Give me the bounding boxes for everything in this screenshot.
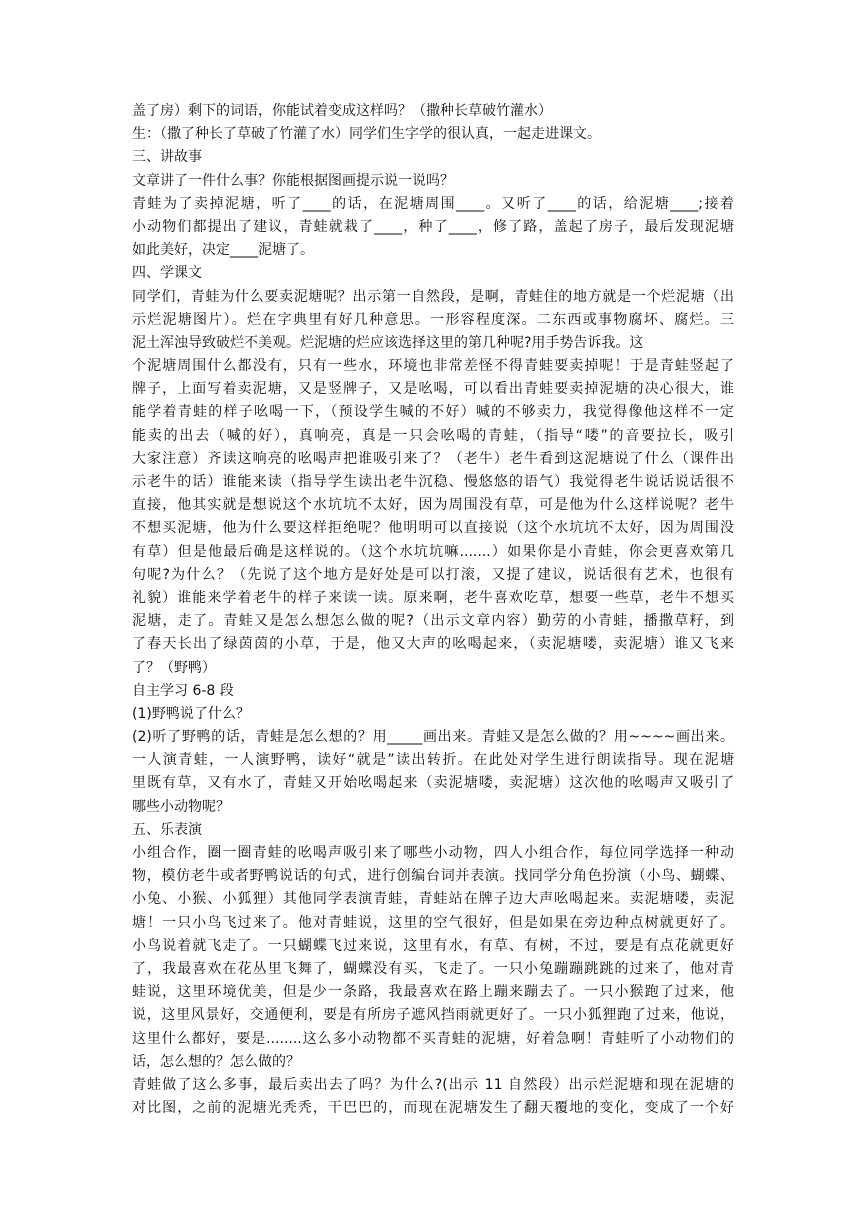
text-line: 四、学课文: [132, 265, 202, 282]
text-line: 五、乐表演: [132, 821, 202, 838]
text-line: 礼貌）谁能来学着老牛的样子来读一读。原来啊，老牛喜欢吃草，想要一些草，老牛不想买: [132, 589, 734, 606]
text-line: 物，模仿老牛或者野鸭说话的句式，进行创编台词并表演。找同学分角色扮演（小鸟、蝴蝶、: [132, 868, 734, 885]
text-line: 直接，他其实就是想说这个水坑坑不太好，因为周围没有草，可是他为什么这样说呢？老牛: [132, 497, 734, 514]
text-line: 泥土浑浊导致破烂不美观。烂泥塘的烂应该选择这里的第几种呢?用手势告诉我。这: [132, 334, 644, 351]
text-line: 说，这里风景好，交通便利，要是有所房子遮风挡雨就更好了。一只小狐狸跑了过来，他说，: [132, 1007, 734, 1024]
text-line: 如此美好，决定____泥塘了。: [132, 242, 314, 259]
text-line: 示老牛的话）谁能来读（指导学生读出老牛沉稳、慢悠悠的语气）我觉得老牛说话说话很不: [132, 474, 734, 490]
text-line: (1)野鸭说了什么？: [132, 705, 250, 722]
text-line: 这里什么都好，要是........这么多小动物都不买青蛙的泥塘，好着急啊！青蛙听了小动物们的: [132, 1030, 734, 1047]
text-line: 里既有草，又有水了，青蛙又开始吆喝起来（卖泥塘喽，卖泥塘）这次他的吆喝声又吸引了: [132, 775, 734, 792]
text-line: 个泥塘周围什么都没有，只有一些水，环境也非常差怪不得青蛙要卖掉呢！于是青蛙竖起了: [132, 358, 734, 375]
text-line: 对比图，之前的泥塘光秃秃，干巴巴的，而现在泥塘发生了翻天覆地的变化，变成了一个好: [132, 1100, 734, 1117]
text-line: 牌子，上面写着卖泥塘，又是竖牌子，又是吆喝，可以看出青蛙要卖掉泥塘的决心很大，谁: [132, 381, 734, 398]
text-line: 生：（撒了种长了草破了竹灌了水）同学们生字学的很认真，一起走进课文。: [132, 126, 601, 143]
text-line: 话，怎么想的？怎么做的？: [132, 1053, 300, 1070]
text-line: 盖了房）剩下的词语，你能试着变成这样吗？（撒种长草破竹灌水）: [132, 103, 552, 119]
text-line: 文章讲了一件什么事？你能根据图画提示说一说吗？: [132, 172, 454, 189]
text-line: 有草）但是他最后确是这样说的。（这个水坑坑嘛.......）如果你是小青蛙，你会更喜欢第几: [132, 543, 734, 560]
text-line: 句呢?为什么？（先说了这个地方是好处是可以打滚，又提了建议，说话很有艺术，也很有: [132, 566, 734, 583]
text-line: 同学们，青蛙为什么要卖泥塘呢？出示第一自然段，是啊，青蛙住的地方就是一个烂泥塘（出: [132, 288, 734, 305]
text-line: 能卖的出去（喊的好），真响亮，真是一只会吆喝的青蛙，（指导“喽”的音要拉长，吸引: [132, 427, 734, 444]
text-line: 青蛙做了这么多事，最后卖出去了吗？为什么?(出示 11 自然段）出示烂泥塘和现在泥塘的: [132, 1076, 734, 1093]
text-line: 自主学习 6-8 段: [132, 682, 234, 699]
text-line: 能学着青蛙的样子吆喝一下，（预设学生喊的不好）喊的不够卖力，我觉得像他这样不一定: [132, 404, 734, 421]
document-page: [132, 100, 734, 1120]
text-line: 蛙说，这里环境优美，但是少一条路，我最喜欢在路上蹦来蹦去了。一只小猴跑了过来，他: [132, 984, 734, 1001]
text-line: 哪些小动物呢？: [132, 798, 230, 815]
text-line: 小组合作，圈一圈青蛙的吆喝声吸引来了哪些小动物，四人小组合作，每位同学选择一种动: [132, 845, 734, 861]
text-line: 了？（野鸭）: [132, 659, 216, 676]
text-line: 了，我最喜欢在花丛里飞舞了，蝴蝶没有买，飞走了。一只小兔蹦蹦跳跳的过来了，他对青: [132, 960, 734, 977]
text-line: 小动物们都提出了建议，青蛙就栽了____，种了____，修了路，盖起了房子，最后发现泥塘: [132, 218, 734, 235]
text-line: 小鸟说着就飞走了。一只蝴蝶飞过来说，这里有水，有草、有树，不过，要是有点花就更好: [132, 937, 734, 954]
text-line: (2)听了野鸭的话，青蛙是怎么想的？用_____画出来。青蛙又是怎么做的？用~~~~画出来。: [132, 729, 734, 746]
text-line: 塘！一只小鸟飞过来了。他对青蛙说，这里的空气很好，但是如果在旁边种点树就更好了。: [132, 914, 734, 931]
text-line: 大家注意）齐读这响亮的吆喝声把谁吸引来了？（老牛）老牛看到这泥塘说了什么（课件出: [132, 450, 734, 467]
text-line: 三、讲故事: [132, 149, 202, 166]
text-line: 青蛙为了卖掉泥塘，听了____的话，在泥塘周围____。又听了____的话，给泥塘____;接着: [132, 195, 734, 212]
text-line: 示烂泥塘图片）。烂在字典里有好几种意思。一形容程度深。二东西或事物腐坏、腐烂。三: [132, 311, 734, 328]
text-line: 一人演青蛙，一人演野鸭，读好“就是”读出转折。在此处对学生进行朗读指导。现在泥塘: [132, 752, 734, 769]
text-line: 泥塘，走了。青蛙又是怎么想怎么做的呢?（出示文章内容）勤劳的小青蛙，播撒草籽，到: [132, 613, 734, 630]
text-line: 不想买泥塘，他为什么要这样拒绝呢？他明明可以直接说（这个水坑坑不太好，因为周围没: [132, 520, 734, 537]
text-line: 了春天长出了绿茵茵的小草，于是，他又大声的吆喝起来，（卖泥塘喽，卖泥塘）谁又飞来: [132, 636, 734, 653]
text-line: 小兔、小猴、小狐狸）其他同学表演青蛙，青蛙站在牌子边大声吆喝起来。卖泥塘喽，卖泥: [132, 891, 734, 908]
